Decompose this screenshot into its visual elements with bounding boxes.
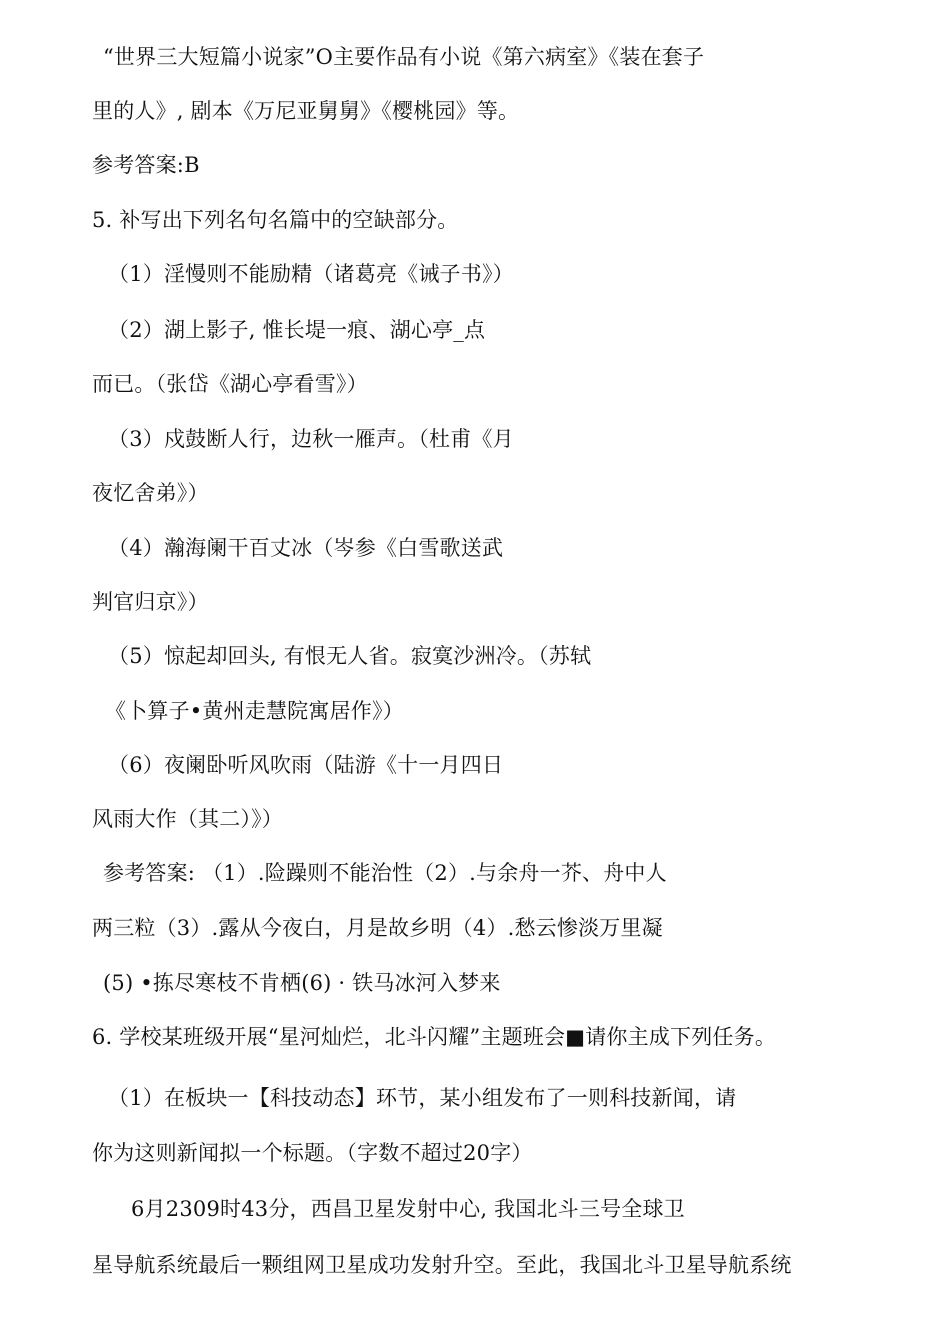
text-line: 判官归京》） (92, 590, 209, 614)
text-line: 风雨大作（其二）》） (92, 807, 283, 831)
text-line: 6月2309时43分，西昌卫星发射中心, 我国北斗三号全球卫 (131, 1197, 685, 1221)
text-line: （4）瀚海阑干百丈冰（岑参《白雪歌送武 (108, 536, 504, 560)
text-line: 里的人》, 剧本《万尼亚舅舅》《樱桃园》等。 (92, 99, 520, 123)
text-line: （3）戍鼓断人行，边秋一雁声。（杜甫《月 (108, 427, 514, 451)
question-heading: 6. 学校某班级开展“星河灿烂，北斗闪耀”主题班会■请你主成下列任务。 (92, 1025, 777, 1049)
text-line: （5）惊起却回头, 有恨无人省。寂寞沙洲冷。（苏轼 (108, 644, 592, 668)
text-line: （1）淫慢则不能励精（诸葛亮《诫子书》） (108, 262, 514, 286)
answer-line: 参考答案: （1）.险躁则不能治性（2）.与余舟一芥、舟中人 (103, 861, 667, 885)
text-line: 而已。（张岱《湖心亭看雪》） (92, 372, 368, 396)
text-line: （6）夜阑卧听风吹雨（陆游《十一月四日 (108, 753, 504, 777)
text-line: “世界三大短篇小说家”O主要作品有小说《第六病室》《装在套子 (103, 45, 705, 69)
text-line: 你为这则新闻拟一个标题。（字数不超过20字） (92, 1141, 533, 1165)
answer-line: 参考答案:B (92, 153, 200, 177)
text-line: 夜忆舍弟》） (92, 481, 209, 505)
text-line: （1）在板块一【科技动态】环节，某小组发布了一则科技新闻，请 (108, 1086, 737, 1110)
question-heading: 5. 补写出下列名句名篇中的空缺部分。 (92, 208, 459, 232)
text-line: 《卜算子•黄州走慧院寓居作》） (105, 699, 404, 723)
answer-line: 两三粒（3）.露从今夜白，月是故乡明（4）.愁云惨淡万里凝 (92, 916, 663, 940)
text-line: 星导航系统最后一颗组网卫星成功发射升空。至此，我国北斗卫星导航系统 (92, 1253, 792, 1277)
text-line: （2）湖上影子, 惟长堤一痕、湖心亭_点 (108, 318, 486, 342)
answer-line: (5) •拣尽寒枝不肯栖(6) · 铁马冰河入梦来 (103, 971, 501, 995)
